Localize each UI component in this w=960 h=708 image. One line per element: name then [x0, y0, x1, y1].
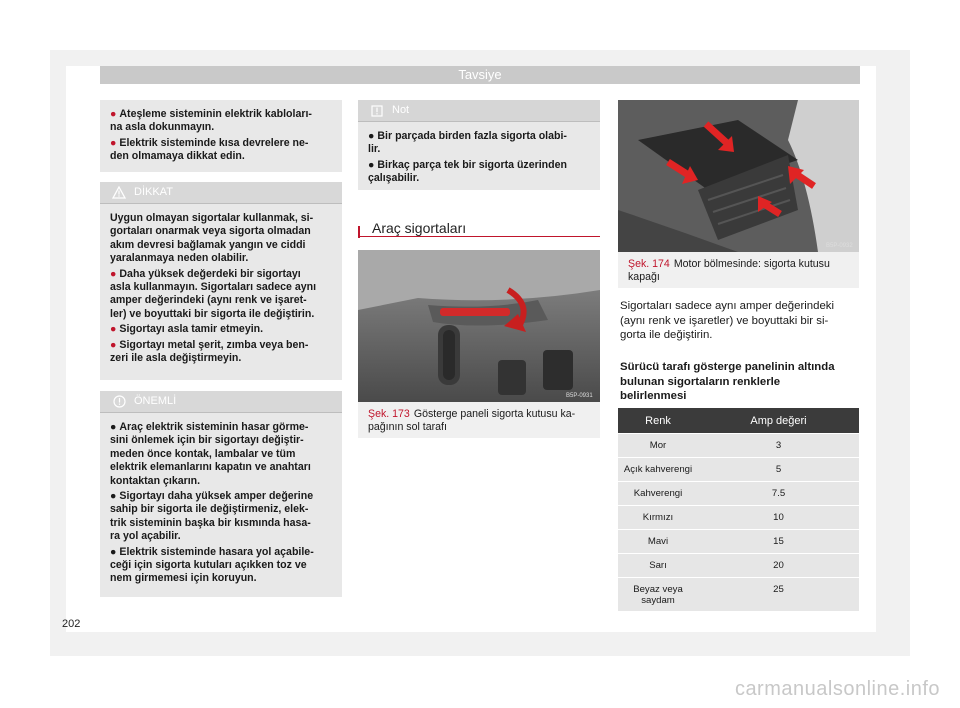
table-cell: 15 [773, 536, 784, 547]
figure-caption-text: Motor bölmesinde: sigorta kutusu kapağı [628, 258, 830, 284]
warning-triangle-icon [112, 186, 126, 200]
table-cell: 10 [773, 512, 784, 523]
bullet-item: ● Elektrik sisteminde kısa devrelere ne- den olmamaya dikkat edin. [110, 136, 309, 163]
table-header-cell: Renk [645, 414, 671, 427]
page-number: 202 [62, 618, 81, 630]
section-title: Araç sigortaları [372, 220, 467, 236]
table-cell: 7.5 [771, 488, 786, 499]
figure-code: B5P-0932 [826, 243, 853, 249]
table-row [618, 554, 859, 578]
not-box [358, 100, 600, 190]
table-cell: 20 [773, 560, 784, 571]
table-header-cell: Amp değeri [750, 414, 807, 427]
bullet-item: ● Bir parçada birden fazla sigorta olabi- lir. [368, 130, 567, 156]
table-cell: Kırmızı [618, 506, 698, 529]
table-row [618, 434, 859, 458]
table-row [618, 578, 859, 612]
fuse-color-table [618, 408, 859, 612]
table-cell: 25 [773, 584, 784, 595]
figure-code: B5P-0931 [566, 393, 593, 399]
not-title: Not [392, 103, 410, 116]
onemli-title: ÖNEMLİ [134, 394, 177, 407]
body-paragraph: Sigortaları sadece aynı amper değerindeki (aynı renk ve işaretler) ve boyuttaki bir si- gorta ile değiştirin. [620, 300, 835, 342]
table-cell: Mor [618, 434, 698, 457]
note-icon [370, 104, 384, 118]
table-row [618, 530, 859, 554]
table-row [618, 506, 859, 530]
watermark: carmanualsonline.info [734, 678, 940, 700]
table-cell: Kahverengi [618, 482, 698, 505]
top-warning-box [100, 100, 342, 172]
onemli-box [100, 391, 342, 597]
figure-173-caption [358, 402, 600, 438]
dikkat-box [100, 182, 342, 380]
figure-caption-text: Gösterge paneli sigorta kutusu ka- pağının sol tarafı [368, 408, 576, 434]
not-header [358, 100, 600, 122]
figure-174-caption [618, 252, 859, 288]
bullet-item: ● Birkaç parça tek bir sigorta üzerinden çalışabilir. [368, 158, 567, 185]
table-cell: 5 [775, 464, 782, 475]
bullet-item: ● Sigortayı asla tamir etmeyin. [110, 323, 264, 336]
bullet-item: ● Daha yüksek değerdeki bir sigortayı asla kullanmayın. Sigortaları sadece aynı amper değerindeki (aynı renk ve işaret- ler) ve boyuttaki bir sigorta ile değiştirin. [110, 267, 317, 320]
bullet-item: ● Elektrik sisteminde hasara yol açabile- ceği için sigorta kutuları açıkken toz ve nem girmemesi için koruyun. [110, 545, 314, 585]
table-cell: Beyaz veya saydam [618, 578, 698, 611]
bullet-item: ● Sigortayı daha yüksek amper değerine sahip bir sigorta ile değiştirmeniz, elek- trik sisteminin başka bir kısmında hasa- ra yol açabilir. [110, 490, 314, 543]
table-row [618, 458, 859, 482]
table-title: Sürücü tarafı gösterge panelinin altında bulunan sigortaların renklerle belirlenmesi [620, 361, 835, 403]
figure-label: Şek. 173 [368, 408, 410, 420]
table-cell: Mavi [618, 530, 698, 553]
page-header: Tavsiye [100, 66, 860, 84]
figure-173-photo [358, 250, 600, 402]
table-header-row [618, 408, 859, 434]
dikkat-header [100, 182, 342, 204]
onemli-header [100, 391, 342, 413]
table-row [618, 482, 859, 506]
figure-174-photo [618, 100, 859, 252]
bullet-item: ● Araç elektrik sisteminin hasar görme- sini önlemek için bir sigortayı değiştir- meden önce kontak, lambalar ve tüm elektrik elemanlarını kapatın ve anahtarı kontaktan çıkarın. [110, 421, 311, 487]
dikkat-intro: Uygun olmayan sigortalar kullanmak, si- gortaları onarmak veya sigorta olmadan akım devresi bağlamak yangın ve ciddi yaralanmaya neden olabilir. [110, 212, 314, 265]
bullet-item: ● Sigortayı metal şerit, zımba veya ben- zeri ile asla değiştirmeyin. [110, 338, 309, 365]
figure-label: Şek. 174 [628, 258, 670, 270]
info-circle-icon [112, 395, 126, 409]
section-rule [358, 236, 600, 237]
table-cell: Açık kahverengi [618, 458, 698, 481]
dikkat-title: DİKKAT [134, 185, 173, 198]
table-cell: 3 [775, 440, 782, 451]
bullet-item: ● Ateşleme sisteminin elektrik kabloları- na asla dokunmayın. [110, 108, 312, 134]
table-cell: Sarı [618, 554, 698, 577]
